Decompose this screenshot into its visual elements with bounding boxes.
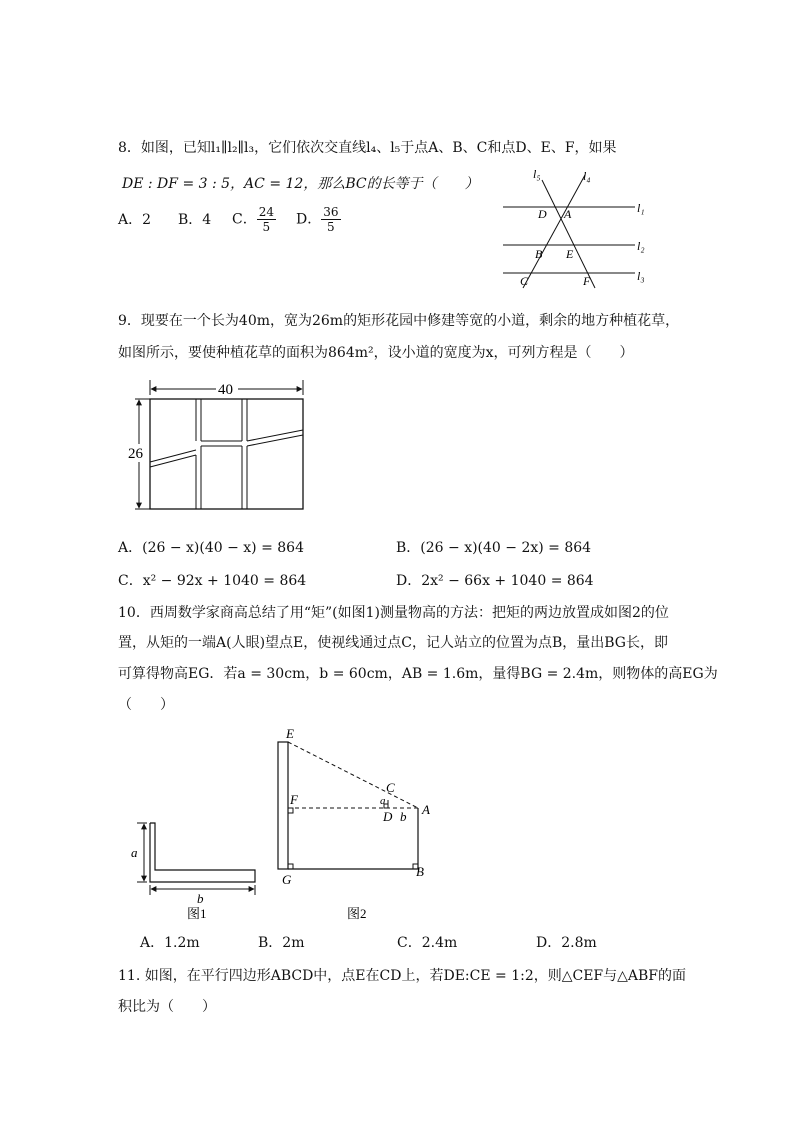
- q8-stem-line2: DE : DF = 3 : 5，AC = 12，那么BC的长等于（ ）: [122, 176, 479, 192]
- q10-figure-1: [125, 815, 265, 925]
- point-e-label: E: [286, 726, 294, 741]
- q8-option-a: A．2: [118, 212, 152, 228]
- q10-option-a: A．1.2m: [140, 935, 200, 951]
- point-g-label: G: [282, 872, 292, 887]
- q8-parallel-lines-figure: [495, 160, 665, 290]
- q10-stem-line2: 置，从矩的一端A(人眼)望点E，使视线通过点C，记人站立的位置为点B，量出BG长，即: [118, 635, 668, 651]
- q8-option-c-numerator: 24: [258, 205, 274, 219]
- height-label: 26: [128, 446, 143, 462]
- carpenter-square-shape: [150, 823, 255, 882]
- q9-stem-line2: 如图所示，要使种植花草的面积为864m²，设小道的宽度为x，可列方程是（ ）: [118, 345, 634, 361]
- label-l2: l₂: [637, 239, 645, 253]
- q10-stem-line4: （ ）: [118, 697, 174, 713]
- q9-garden-figure: [120, 375, 320, 515]
- line-l4: [523, 175, 585, 288]
- point-f-label: F: [583, 274, 591, 288]
- point-c-label: C: [386, 780, 395, 795]
- label-l5: l₅: [533, 167, 541, 181]
- label-b: b: [197, 891, 204, 906]
- q10-option-b: B．2m: [258, 935, 305, 951]
- q8-option-c-label: C．: [232, 211, 257, 228]
- q9-option-c: C．x² − 92x + 1040 = 864: [118, 573, 307, 589]
- point-f-label: F: [290, 792, 298, 807]
- point-b-label: B: [416, 864, 424, 879]
- q10-figure-2: [270, 724, 445, 924]
- path-h-right-bottom: [247, 435, 303, 446]
- q10-option-c: C．2.4m: [397, 935, 458, 951]
- q10-stem-line1: 10．西周数学家商高总结了用“矩”(如图1)测量物高的方法：把矩的两边放置成如图2的位: [118, 605, 669, 621]
- path-h-right-top: [247, 430, 303, 441]
- label-l4: l₄: [583, 169, 591, 183]
- q10-stem-line3: 可算得物高EG．若a = 30cm，b = 60cm，AB = 1.6m，量得BG = 2.4m，则物体的高EG为: [118, 666, 718, 682]
- q9-option-b: B．(26 − x)(40 − 2x) = 864: [396, 540, 592, 556]
- q8-option-c-denominator: 5: [262, 220, 271, 234]
- object-eg: [278, 742, 288, 869]
- right-angle-f: [288, 808, 293, 813]
- q8-option-d-fraction: [321, 205, 340, 234]
- point-c-label: C: [520, 274, 529, 288]
- q10-option-d: D．2.8m: [536, 935, 597, 951]
- q8-option-d-denominator: 5: [327, 220, 335, 234]
- path-h-left-top: [150, 450, 196, 462]
- label-a: a: [131, 845, 138, 860]
- right-angle-g: [288, 864, 293, 869]
- q11-stem-line1: 11. 如图，在平行四边形ABCD中，点E在CD上，若DE:CE = 1:2，则△CEF与△ABF的面: [118, 968, 687, 984]
- q9-stem-line1: 9．现要在一个长为40m，宽为26m的矩形花园中修建等宽的小道，剩余的地方种植花草，: [118, 313, 680, 329]
- q8-option-c: [232, 205, 276, 234]
- path-h-left-bottom: [150, 455, 196, 467]
- q9-option-d: D．2x² − 66x + 1040 = 864: [396, 573, 594, 589]
- width-label: 40: [218, 382, 233, 398]
- label-l1: l₁: [637, 201, 645, 215]
- angle-a-label: a: [380, 795, 386, 807]
- q9-option-a: A．(26 − x)(40 − x) = 864: [118, 540, 304, 556]
- point-a-label: A: [564, 207, 572, 221]
- figure-2-caption: 图2: [347, 906, 367, 921]
- q8-option-b: B．4: [178, 212, 212, 228]
- point-d-label: D: [383, 809, 393, 824]
- q8-option-d: [296, 205, 341, 234]
- point-b-label: B: [535, 247, 543, 261]
- q8-option-c-fraction: [257, 205, 276, 234]
- point-e-label: E: [566, 247, 574, 261]
- q11-stem-line2: 积比为（ ）: [118, 999, 216, 1015]
- q8-stem-line1: 8．如图，已知l₁∥l₂∥l₃，它们依次交直线l₄、l₅于点A、B、C和点D、E、F，如果: [118, 140, 617, 156]
- label-l3: l₃: [637, 269, 645, 283]
- point-a-label: A: [422, 802, 430, 817]
- figure-1-caption: 图1: [187, 906, 207, 921]
- point-d-label: D: [538, 207, 547, 221]
- segment-b-label: b: [400, 809, 407, 824]
- sight-line-ae: [288, 742, 418, 808]
- line-l5: [542, 180, 595, 288]
- q8-option-d-label: D．: [296, 211, 322, 228]
- q8-option-d-numerator: 36: [323, 205, 339, 219]
- garden-rect: [150, 399, 303, 509]
